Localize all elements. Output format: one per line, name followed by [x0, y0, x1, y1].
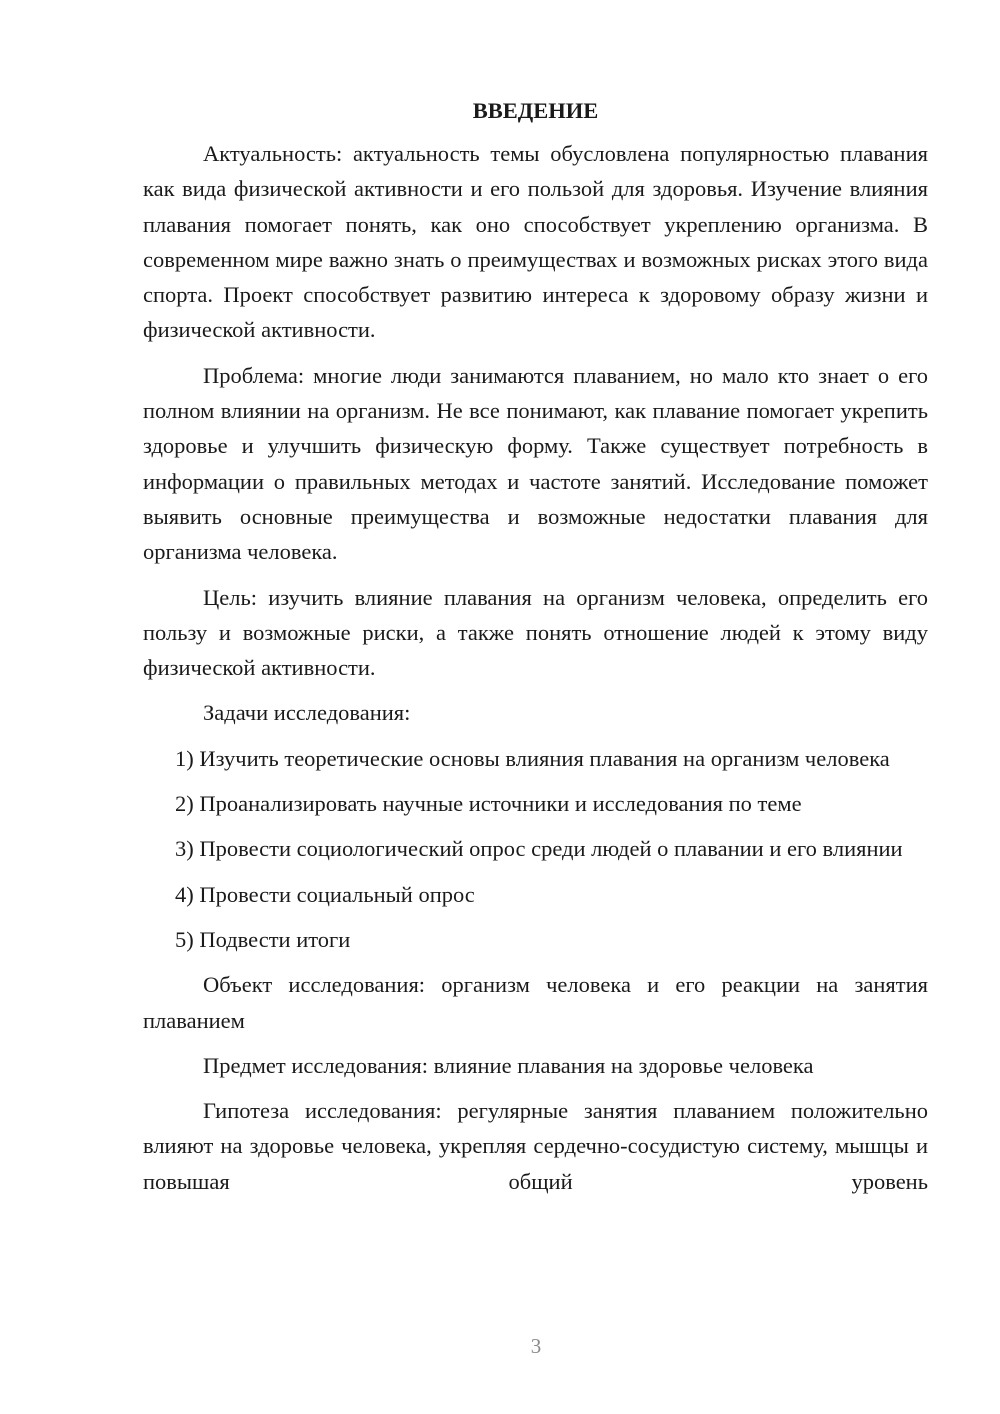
goal-paragraph: Цель: изучить влияние плавания на организм человека, определить его пользу и возможные риски, а также понять отношение людей к этому виду физической активности. [143, 584, 928, 681]
task-item-3: 3) Провести социологический опрос среди людей о плавании и его влиянии [175, 836, 903, 862]
tasks-heading: Задачи исследования: [203, 700, 411, 726]
relevance-paragraph: Актуальность: актуальность темы обусловлена популярностью плавания как вида физической активности и его пользой для здоровья. Изучение влияния плавания помогает понять, как оно способствует укреплению организма. В современном мире важно знать о преимуществах и возможных рисках этого вида спорта. Проект способствует развитию интереса к здоровому образу жизни и физической активности. [143, 141, 928, 343]
object-paragraph: Объект исследования: организм человека и его реакции на занятия плаванием [143, 972, 928, 1033]
task-item-4: 4) Провести социальный опрос [175, 881, 475, 907]
section-title: ВВЕДЕНИЕ [472, 98, 599, 123]
subject-paragraph: Предмет исследования: влияние плавания на здоровье человека [203, 1052, 814, 1078]
task-item-5: 5) Подвести итоги [175, 926, 351, 952]
hypothesis-paragraph: Гипотеза исследования: регулярные занятия плаванием положительно влияют на здоровье человека, укрепляя сердечно-сосудистую систему, мышцы и повышая общий уровень [143, 1098, 928, 1194]
page-number: 3 [530, 1334, 542, 1358]
page-body [143, 96, 928, 1209]
problem-paragraph: Проблема: многие люди занимаются плаванием, но мало кто знает о его полном влиянии на организм. Не все понимают, как плавание помогает укрепить здоровье и улучшить физическую форму. Также существует потребность в информации о правильных методах и частоте занятий. Исследование поможет выявить основные преимущества и возможные недостатки плавания для организма человека. [143, 362, 928, 565]
task-item-2: 2) Проанализировать научные источники и исследования по теме [175, 791, 802, 817]
task-item-1: 1) Изучить теоретические основы влияния плавания на организм человека [175, 745, 890, 771]
